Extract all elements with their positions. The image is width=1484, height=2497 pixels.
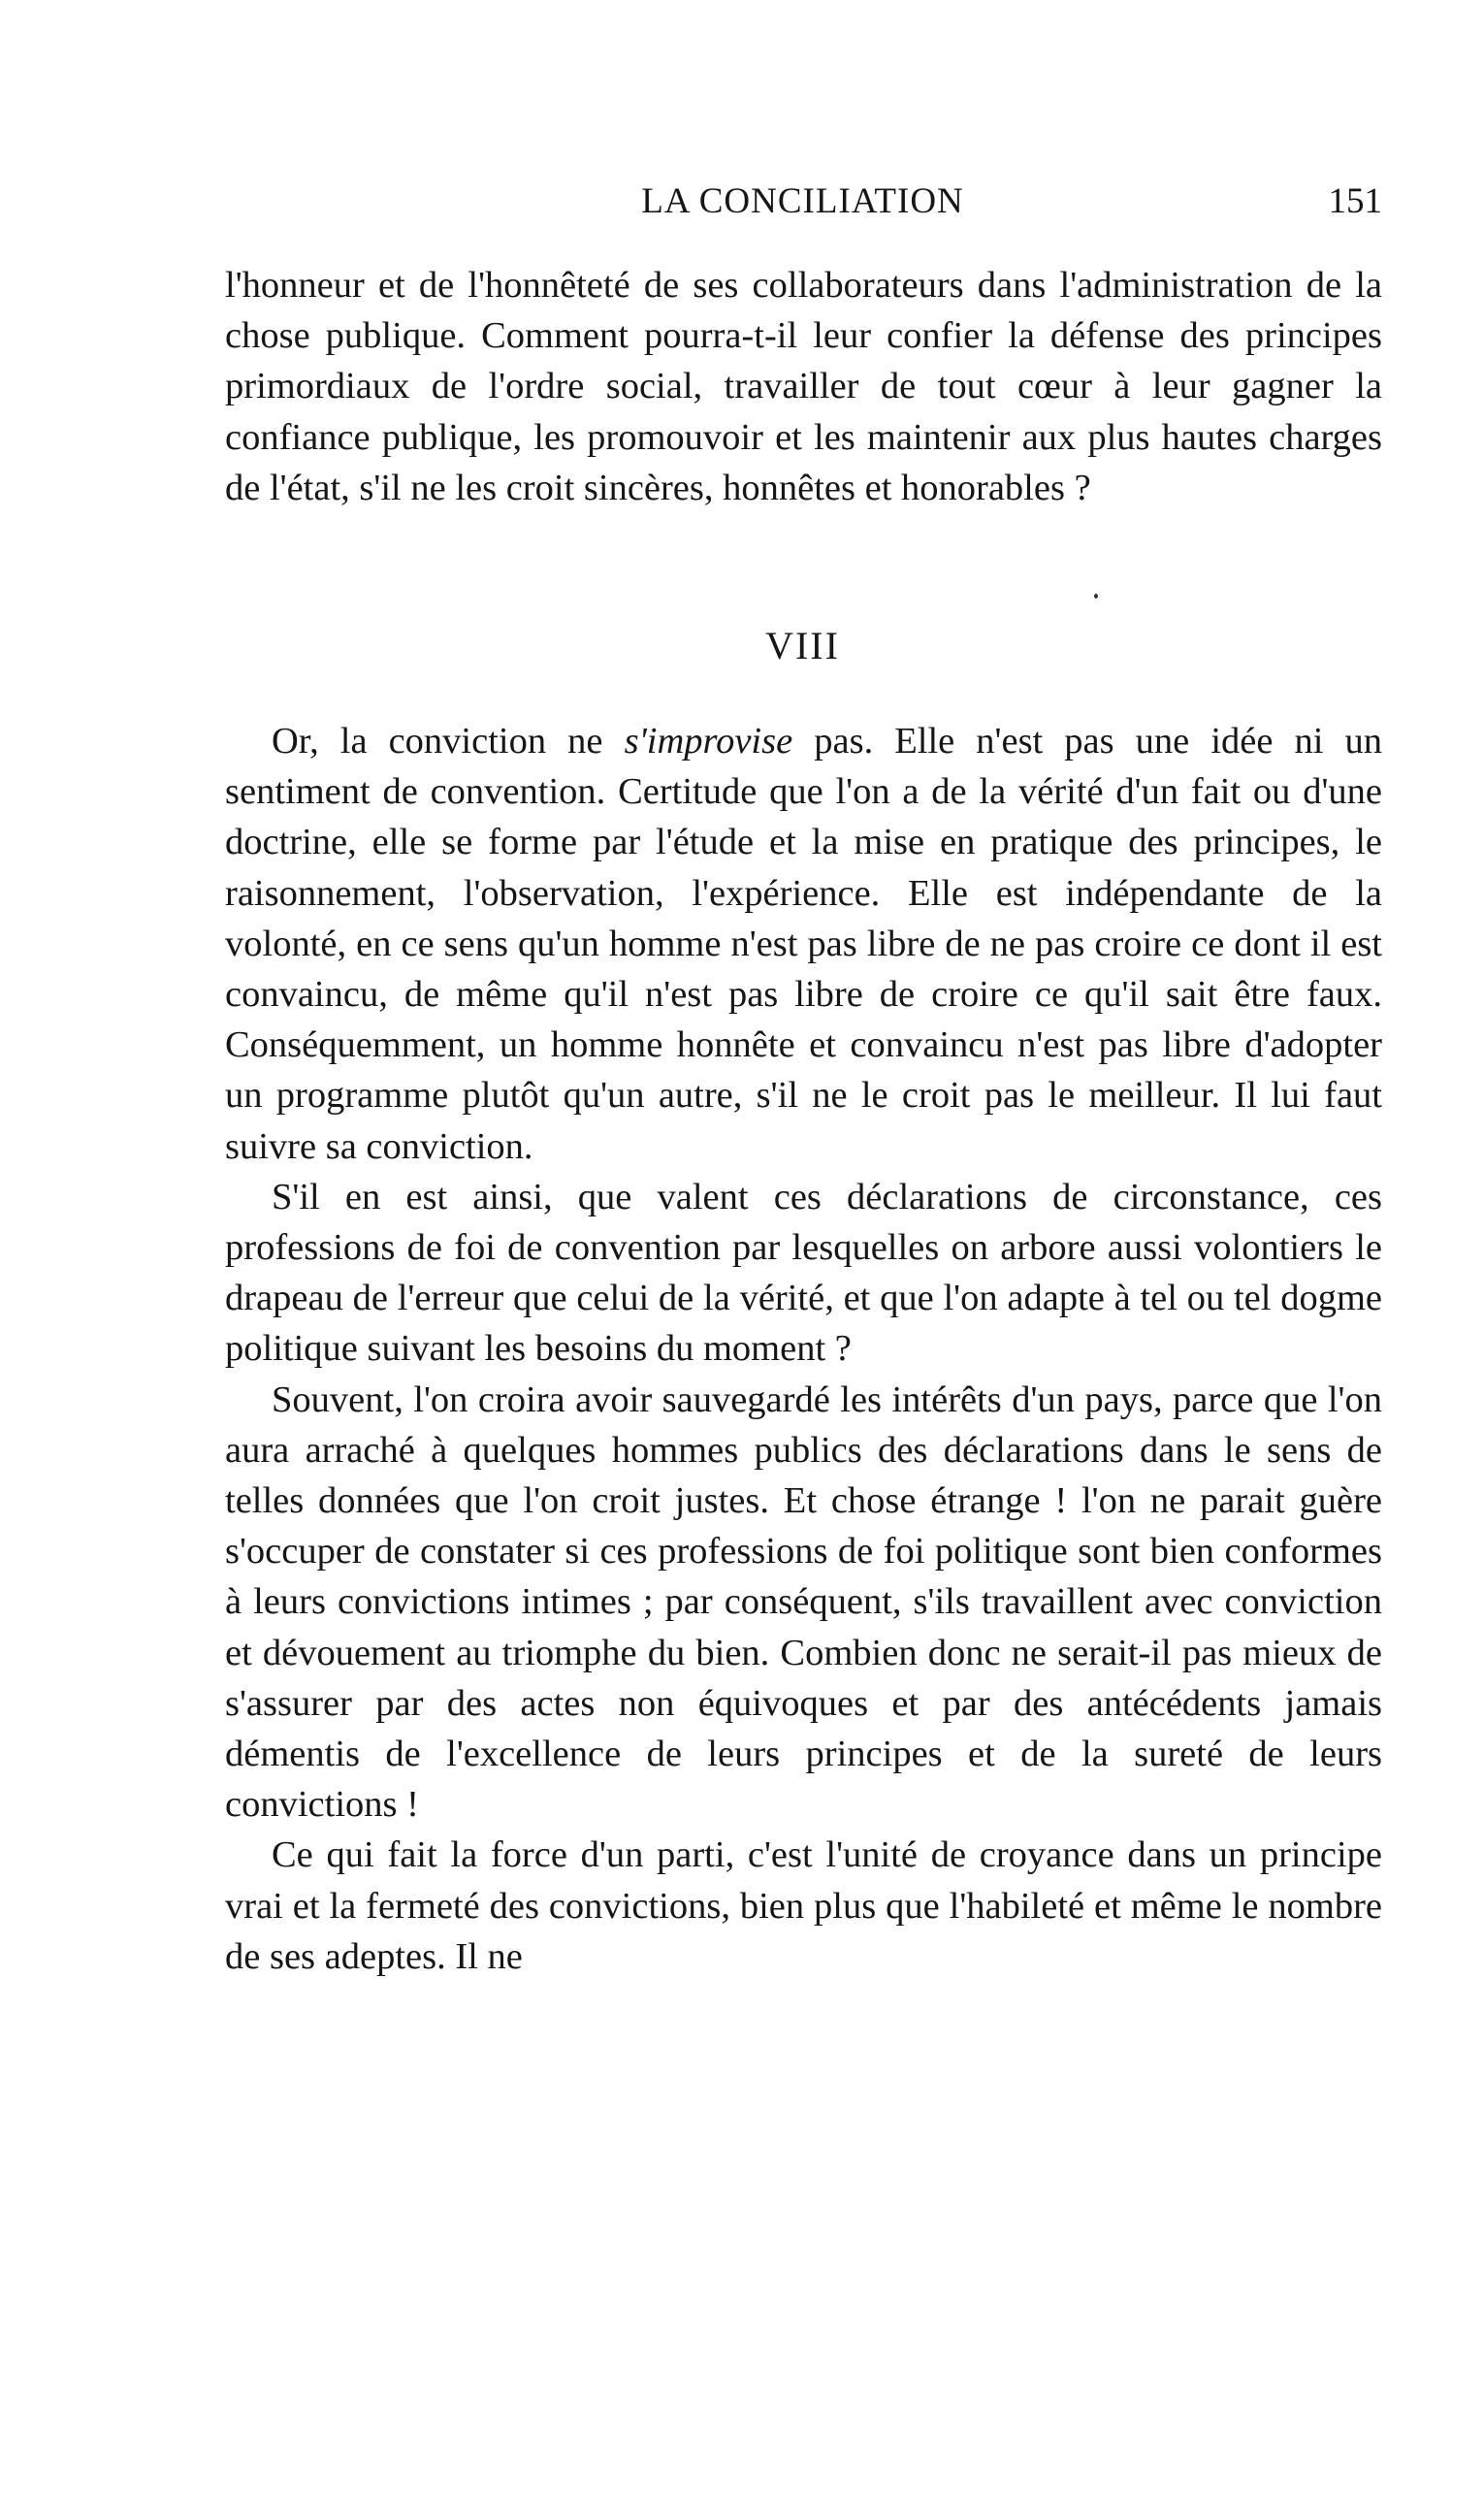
paragraph: S'il en est ainsi, que valent ces déclarations de circonstance, ces professions de foi de convention par lesquelles on arbore aussi volontiers le drapeau de l'erreur que celui de la vérité, et que l'on adapte à tel ou tel dogme politique suivant les besoins du moment ? [225,1176,1382,1370]
paragraph-rest: pas. Elle n'est pas une idée ni un sentiment de convention. Certitude que l'on a de la vérité d'un fait ou d'une doctrine, elle se forme par l'étude et la mise en pratique des principes, le raisonnement, l'observation, l'expérience. Elle est indépendante de la volonté, en ce sens qu'un homme n'est pas libre de ne pas croire ce dont il est convaincu, de même qu'il n'est pas libre de croire ce qu'il sait être faux. Conséquemment, un homme honnête et convaincu n'est pas libre d'adopter un programme plutôt qu'un autre, s'il ne le croit pas le meilleur. Il lui faut suivre sa conviction. [225,721,1382,1167]
ink-speck [1094,594,1098,599]
paragraph-lead: Or, la conviction ne [272,721,625,762]
paragraph: Ce qui fait la force d'un parti, c'est l'unité de croyance dans un principe vrai et la fermeté des convictions, bien plus que l'habileté et même le nombre de ses adeptes. Il ne [225,1834,1382,1977]
paragraph: Souvent, l'on croira avoir sauvegardé les intérêts d'un pays, parce que l'on aura arraché à quelques hommes publics des déclarations dans le sens de telles données que l'on croit justes. Et chose étrange ! l'on ne parait guère s'occuper de constater si ces professions de foi politique sont bien conformes à leurs convictions intimes ; par conséquent, s'ils travaillent avec conviction et dévouement au triomphe du bien. Combien donc ne serait-il pas mieux de s'assurer par des actes non équivoques et par des antécédents jamais démentis de l'excellence de leurs principes et de la sureté de leurs convictions ! [225,1378,1382,1826]
emphasized-word: s'improvise [624,721,793,762]
section-heading: VIII [765,624,840,667]
page-header [223,178,1382,226]
page-number: 151 [1328,181,1382,221]
opening-paragraph: l'honneur et de l'honnêteté de ses collaborateurs dans l'administration de la chose publique. Comment pourra-t-il leur confier la défense des principes primordiaux de l'ordre social, travailler de tout cœur à leur gagner la confiance publique, les promouvoir et les maintenir aux plus hautes charges de l'état, s'il ne les croit sincères, honnêtes et honorables ? [225,265,1382,508]
running-title: LA CONCILIATION [641,181,964,221]
opening-paragraph-block [225,260,1382,513]
paragraph [225,716,1382,1172]
section-body [225,716,1382,1982]
